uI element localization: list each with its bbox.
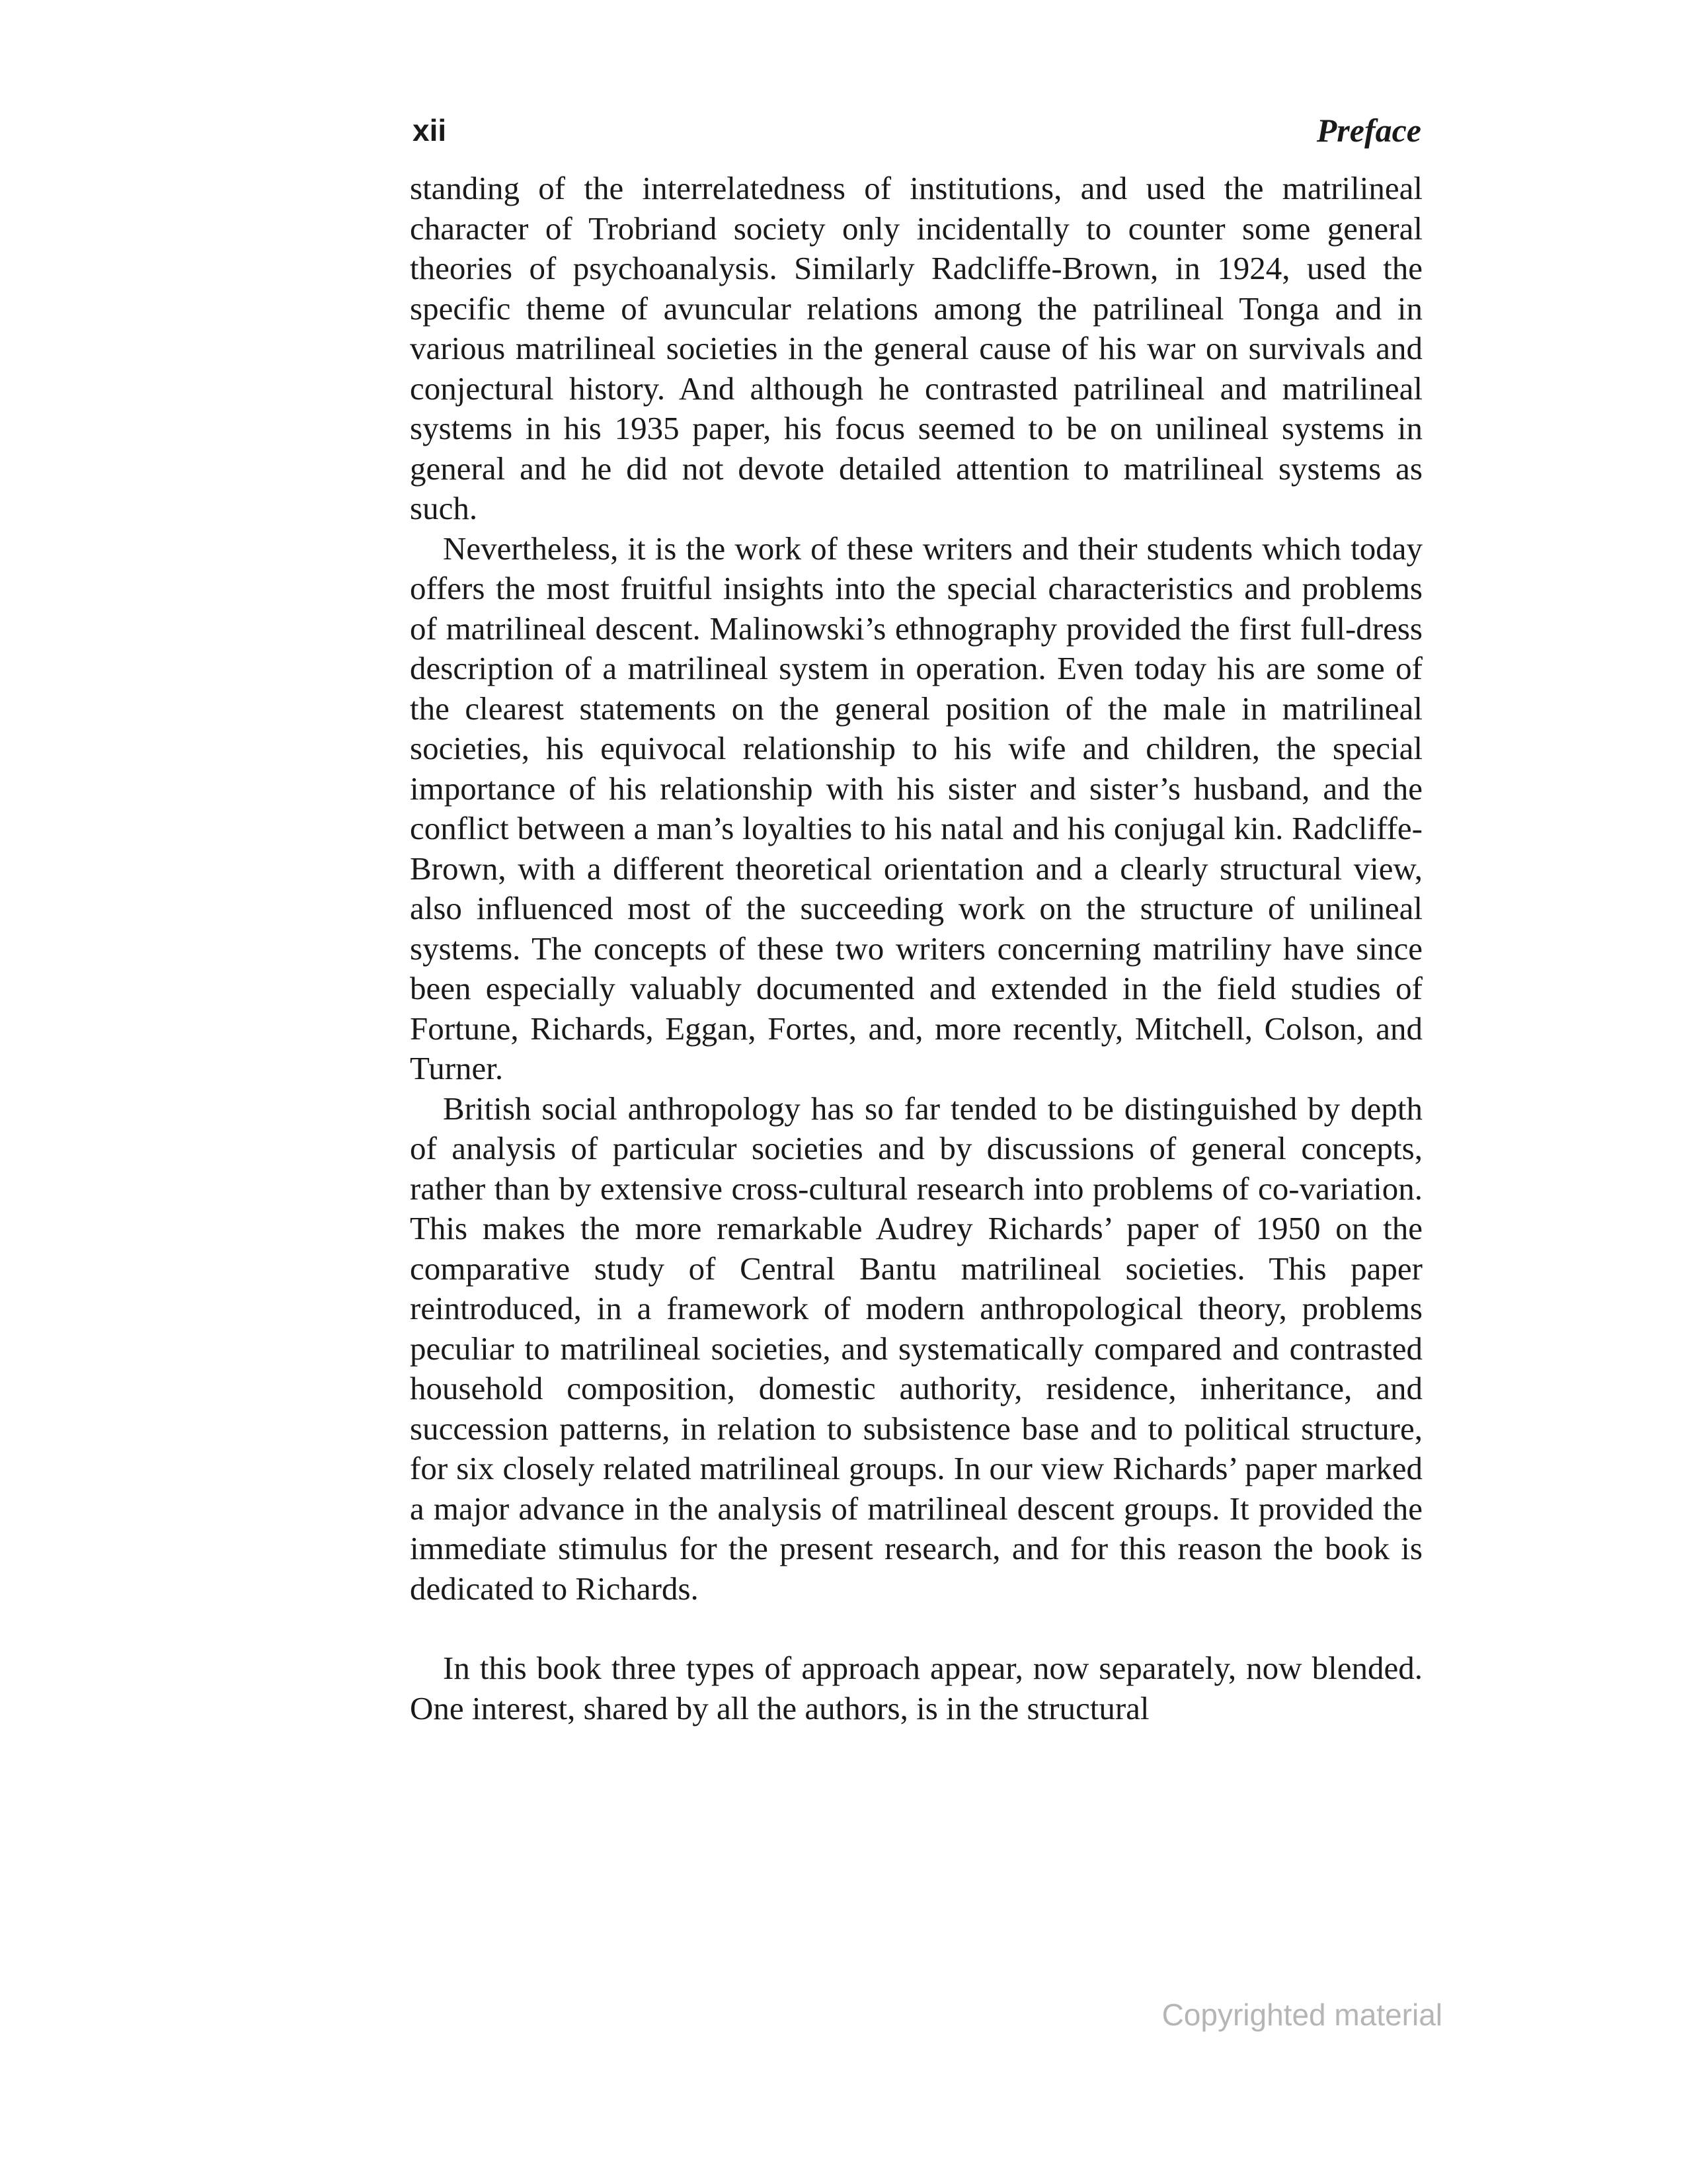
running-head: Preface <box>1316 112 1421 149</box>
paragraph-continued: standing of the interrelatedness of institutions, and used the matrilineal character of Trobriand society only incidentally to counter some general theories of psychoanalysis. Similarly Radcliffe-Brown, in 1924, used the specific theme of avuncular relations among the patrilineal Tonga and in various matrilineal societies in the general cause of his war on survivals and conjectural history. And although he contrasted patrilineal and matrilineal systems in his 1935 paper, his focus seemed to be on unilineal systems in general and he did not devote detailed attention to matrilineal systems as such. <box>410 170 1423 526</box>
body-text <box>410 169 1423 1728</box>
copyright-watermark: Copyrighted material <box>1161 1998 1442 2032</box>
page-number: xii <box>412 113 447 147</box>
paragraph: British social anthropology has so far tended to be distinguished by depth of analysis of particular societies and by discussions of general concepts, rather than by extensive cross-cultural research into problems of co-variation. This makes the more remarkable Audrey Richards’ paper of 1950 on the comparative study of Central Bantu matrilineal societies. This paper reintroduced, in a framework of modern anthropological theory, problems peculiar to matrilineal societies, and systematically compared and contrasted household composition, domestic authority, residence, inheritance, and succession patterns, in relation to subsistence base and to political structure, for six closely related matrilineal groups. In our view Richards’ paper marked a major advance in the analysis of matrilineal descent groups. It provided the immediate stimulus for the present research, and for this reason the book is dedicated to Richards. <box>410 1090 1423 1607</box>
paragraph-section-start: In this book three types of approach appear, now separately, now blended. One interest, shared by all the authors, is in the structural <box>410 1650 1423 1726</box>
paragraph: Nevertheless, it is the work of these writers and their students which today offers the most fruitful insights into the special characteristics and problems of matrilineal descent. Malinowski’s ethnography provided the first full-dress description of a matrilineal system in operation. Even today his are some of the clearest statements on the general position of the male in matrilineal societies, his equivocal relationship to his wife and children, the special importance of his relationship with his sister and sister’s husband, and the conflict between a man’s loyalties to his natal and his conjugal kin. Radcliffe-Brown, with a different theoretical orientation and a clearly structural view, also influenced most of the succeeding work on the structure of unilineal systems. The concepts of these two writers concerning matriliny have since been especially valuably documented and extended in the field studies of Fortune, Richards, Eggan, Fortes, and, more recently, Mitchell, Colson, and Turner. <box>410 530 1423 1086</box>
